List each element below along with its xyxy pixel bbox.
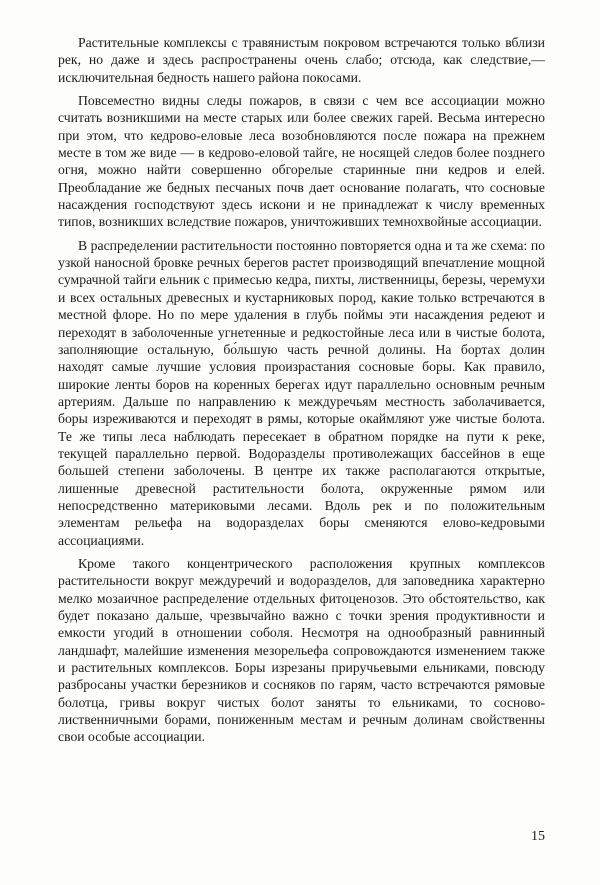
paragraph-1: Растительные комплексы с травянистым покровом встречаются только вблизи рек, но даже и здесь распространены очень слабо; отсюда, как следствие,— исключительная бедность нашего района покосами. xyxy=(58,35,545,85)
body-text xyxy=(58,34,545,746)
page-number: 15 xyxy=(531,829,545,844)
paragraph-3: В распределении растительности постоянно повторяется одна и та же схема: по узкой наносной бровке речных берегов растет производящий впечатление мощной сумрачной тайги ельник с примесью кедра, пихты, лиственницы, березы, черемухи и всех остальных древесных и кустарниковых пород, какие только встречаются в местной флоре. Но по мере удаления в глубь поймы эти насаждения редеют и переходят в заболоченные угнетенные и редкостойные леса или в чистые болота, заполняющие остальную, бо́льшую часть речной долины. На бортах долин находят самые лучшие условия произрастания сосновые боры. Как правило, широкие ленты боров на коренных берегах идут параллельно основным речным артериям. Дальше по направлению к междуречьям местность заболачивается, боры изреживаются и переходят в рямы, которые окаймляют уже чистые болота. Те же типы леса наблюдать пересекает в обратном порядке на пути к реке, текущей параллельно первой. Водоразделы противолежащих бассейнов в еще большей степени заболочены. В центре их также располагаются открытые, лишенные древесной растительности болота, окруженные рямом или непосредственно материковыми лесами. Вдоль рек и по положительным элементам рельефа на водоразделах боры сменяются елово-кедровыми ассоциациями. xyxy=(58,237,545,548)
paragraph-2: Повсеместно видны следы пожаров, в связи с чем все ассоциации можно считать возникшими на месте старых или более свежих гарей. Весьма интересно при этом, что кедрово-еловые леса возобновляются после пожара на прежнем месте в том же виде — в кедрово-еловой тайге, не носящей следов более позднего огня, можно найти совершенно обгорелые старинные пни кедров и елей. Преобладание же бедных песчаных почв дает основание полагать, что сосновые насаждения господствуют здесь искони и не принадлежат к числу временных типов, возникших вследствие пожаров, уничтоживших темнохвойные ассоциации. xyxy=(58,93,545,230)
paragraph-4: Кроме такого концентрического расположения крупных комплексов растительности вокруг междуречий и водоразделов, для заповедника характерно мелко мозаичное распределение отдельных фитоценозов. Это обстоятельство, как будет показано дальше, чрезвычайно важно с точки зрения продуктивности и емкости угодий в отношении соболя. Несмотря на однообразный равнинный ландшафт, малейшие изменения мезорельефа сопровождаются изменением также и растительных комплексов. Боры изрезаны приручьевыми ельниками, повсюду разбросаны участки березников и сосняков по гарям, часто встречаются рямовые болотца, гривы вокруг чистых болот заняты то ельниками, то сосново-лиственничными борами, пониженным местам и речным долинам свойственны свои особые ассоциации. xyxy=(58,555,545,745)
